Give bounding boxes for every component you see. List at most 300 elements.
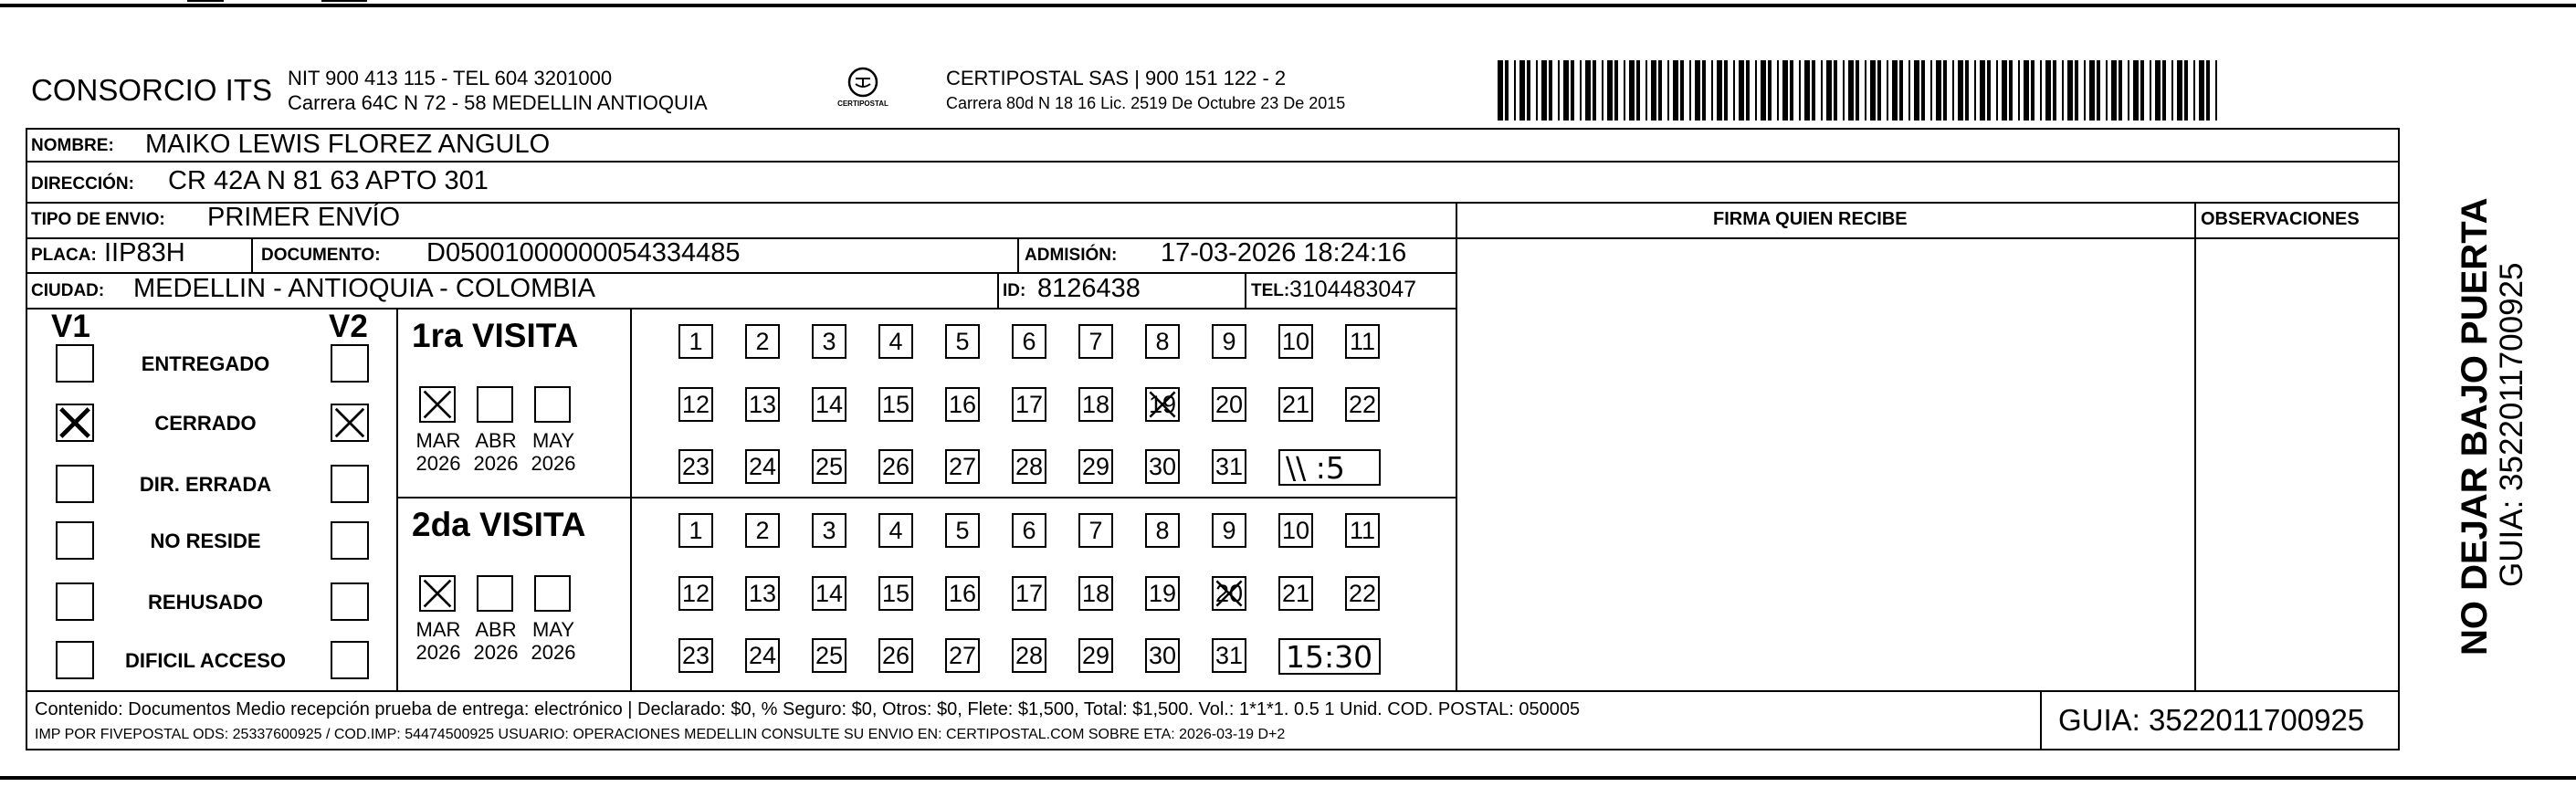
v2-checkbox[interactable] (331, 404, 369, 442)
day-box[interactable] (812, 449, 846, 484)
barcode-bar (2031, 60, 2035, 121)
barcode-bar (1514, 60, 1516, 121)
row-line (26, 161, 2400, 163)
day-number: 23 (681, 452, 710, 480)
month-checkbox[interactable] (534, 575, 571, 612)
barcode-bar (1629, 60, 1635, 121)
cell-divider (1245, 272, 1246, 308)
month-checkbox[interactable] (477, 575, 513, 612)
bottom-border (0, 776, 2576, 780)
day-box[interactable] (1278, 576, 1313, 611)
day-box[interactable] (1345, 324, 1380, 359)
guia-vertical: GUIA: 3522011700925 (2494, 262, 2529, 587)
day-box[interactable] (945, 449, 980, 484)
day-number: 4 (888, 516, 903, 544)
time-handwritten: \\ :5 (1286, 450, 1345, 486)
status-label: DIR. ERRADA (139, 473, 272, 496)
day-box[interactable] (745, 387, 780, 422)
v1-checkbox[interactable] (56, 582, 94, 621)
barcode-bar (1585, 60, 1591, 121)
tipo-envio-label: TIPO DE ENVIO: (31, 210, 165, 229)
v1-checkbox[interactable] (56, 521, 94, 560)
day-box[interactable] (745, 324, 780, 359)
barcode-bar (2075, 60, 2078, 121)
time-box[interactable] (1278, 638, 1381, 675)
day-box[interactable] (745, 576, 780, 611)
day-number: 13 (748, 390, 777, 418)
day-number: 27 (948, 641, 977, 669)
day-number: 14 (815, 390, 844, 418)
day-box[interactable] (1012, 513, 1046, 548)
day-number: 7 (1088, 516, 1103, 544)
month-checkbox[interactable] (419, 575, 456, 612)
firma-divider (1456, 202, 1457, 690)
day-number: 17 (1015, 579, 1044, 607)
barcode-bar (1987, 60, 1991, 121)
day-number: 26 (881, 641, 910, 669)
day-number: 4 (888, 327, 903, 355)
certipostal-logo (831, 64, 895, 114)
v2-label: V2 (329, 309, 368, 344)
year-label: 2026 (531, 641, 576, 664)
barcode-bar (1914, 60, 1919, 121)
observaciones-header: OBSERVACIONES (2201, 209, 2360, 229)
barcode-bar (1651, 60, 1656, 121)
footer-imp: IMP POR FIVEPOSTAL ODS: 25337600925 / COD.IMP: 54474500925 USUARIO: OPERACIONES MEDELLIN CONSULTE SU ENVIO EN: CERTIPOSTAL.COM SOBRE ETA: 2026-03-19 D+2 (35, 727, 1286, 742)
day-box[interactable] (945, 387, 980, 422)
barcode-bar (2119, 60, 2122, 121)
day-box[interactable] (678, 638, 713, 673)
day-number: 16 (948, 390, 977, 418)
barcode-bar (1804, 60, 1810, 121)
day-number: 5 (955, 327, 970, 355)
tel-label: TEL: (1251, 281, 1290, 300)
tipo-envio-value: PRIMER ENVÍO (207, 203, 401, 232)
id-value: 8126438 (1037, 274, 1141, 303)
x-mark-icon (332, 405, 367, 440)
day-number: 30 (1148, 641, 1177, 669)
day-number: 9 (1222, 327, 1236, 355)
day-box[interactable] (1212, 638, 1246, 673)
year-label: 2026 (473, 641, 519, 664)
barcode-bar (1761, 60, 1766, 121)
month-label: ABR (475, 429, 517, 452)
day-number: 8 (1155, 516, 1170, 544)
day-box[interactable] (1012, 387, 1046, 422)
day-box[interactable] (1345, 576, 1380, 611)
day-box[interactable] (1145, 449, 1180, 484)
v2-checkbox[interactable] (331, 641, 369, 679)
day-number: 19 (1148, 579, 1177, 607)
day-box[interactable] (812, 324, 846, 359)
day-box[interactable] (1212, 387, 1246, 422)
barcode-bar (1607, 60, 1613, 121)
year-label: 2026 (415, 452, 461, 475)
day-number: 3 (822, 327, 836, 355)
day-number: 24 (748, 641, 777, 669)
visit-title: 2da VISITA (412, 506, 586, 543)
visit-title: 1ra VISITA (412, 317, 579, 354)
x-mark-icon (1147, 389, 1178, 420)
day-box[interactable] (678, 387, 713, 422)
scan-mark (321, 0, 367, 2)
day-box[interactable] (1212, 324, 1246, 359)
scan-mark (187, 0, 224, 2)
day-box[interactable] (1345, 387, 1380, 422)
day-box[interactable] (878, 324, 913, 359)
day-box[interactable] (1278, 324, 1313, 359)
barcode-bar (1899, 60, 1903, 121)
barcode-bar (1733, 60, 1735, 121)
barcode-bar (1834, 60, 1837, 121)
barcode-bar (2155, 60, 2161, 121)
day-box[interactable] (878, 387, 913, 422)
barcode-bar (1856, 60, 1859, 121)
time-handwritten: 15:30 (1286, 639, 1373, 675)
barcode-bar (1549, 60, 1552, 121)
day-number: 14 (815, 579, 844, 607)
day-number: 21 (1281, 579, 1310, 607)
barcode-bar (1877, 60, 1881, 121)
day-box[interactable] (1012, 449, 1046, 484)
day-box[interactable] (812, 387, 846, 422)
barcode-bar (1782, 60, 1788, 121)
day-number: 26 (881, 452, 910, 480)
day-box[interactable] (1078, 513, 1113, 548)
admision-label: ADMISIÓN: (1025, 246, 1118, 265)
day-number: 20 (1214, 390, 1244, 418)
barcode-bar (2140, 60, 2144, 121)
v1-checkbox[interactable] (56, 404, 94, 442)
day-box[interactable] (945, 576, 980, 611)
x-mark-icon (421, 577, 454, 610)
barcode-bar (2162, 60, 2166, 121)
day-box[interactable] (1145, 638, 1180, 673)
day-box[interactable] (1012, 576, 1046, 611)
day-number: 12 (681, 390, 710, 418)
v1-checkbox[interactable] (56, 465, 94, 503)
barcode-bar (1870, 60, 1876, 121)
row-line (26, 308, 1456, 310)
barcode-bar (1541, 60, 1547, 121)
day-box[interactable] (878, 449, 913, 484)
day-number: 30 (1148, 452, 1177, 480)
status-label: REHUSADO (148, 591, 263, 614)
x-mark-icon (421, 388, 454, 421)
v2-checkbox[interactable] (331, 582, 369, 621)
day-box[interactable] (1078, 324, 1113, 359)
barcode-bar (2009, 60, 2013, 121)
day-box[interactable] (1078, 576, 1113, 611)
barcode-bar (1980, 60, 1985, 121)
day-number: 24 (748, 452, 777, 480)
day-box[interactable] (1212, 576, 1246, 611)
placa-value: IIP83H (104, 238, 185, 268)
day-box[interactable] (1012, 638, 1046, 673)
day-box[interactable] (678, 449, 713, 484)
day-number: 9 (1222, 516, 1236, 544)
barcode-bar (1505, 60, 1509, 121)
nombre-value: MAIKO LEWIS FLOREZ ANGULO (145, 130, 551, 159)
day-number: 12 (681, 579, 710, 607)
time-box[interactable] (1278, 449, 1381, 486)
x-mark-icon (58, 405, 92, 440)
barcode-bar (1974, 60, 1976, 121)
admision-value: 17-03-2026 18:24:16 (1161, 238, 1407, 268)
tel-value: 3104483047 (1289, 277, 1417, 302)
barcode-bar (2040, 60, 2042, 121)
barcode-bar (2128, 60, 2129, 121)
day-box[interactable] (878, 638, 913, 673)
day-box[interactable] (1145, 387, 1180, 422)
barcode-bar (1527, 60, 1530, 121)
month-label: MAR (415, 618, 461, 641)
day-box[interactable] (1078, 449, 1113, 484)
barcode-bar (1673, 60, 1678, 121)
day-number: 20 (1214, 579, 1244, 607)
barcode-bar (1602, 60, 1603, 121)
day-number: 16 (948, 579, 977, 607)
day-number: 22 (1348, 579, 1377, 607)
carrier-name: CERTIPOSTAL SAS | 900 151 122 - 2 (946, 67, 1287, 89)
status-label: ENTREGADO (141, 352, 270, 375)
barcode-bar (1958, 60, 1963, 121)
barcode-bar (1746, 60, 1750, 121)
cell-divider (251, 237, 253, 272)
barcode-bar (1965, 60, 1969, 121)
day-number: 5 (955, 516, 970, 544)
day-box[interactable] (945, 638, 980, 673)
day-box[interactable] (745, 513, 780, 548)
day-number: 23 (681, 641, 710, 669)
day-box[interactable] (878, 576, 913, 611)
day-number: 22 (1348, 390, 1377, 418)
day-number: 15 (881, 390, 910, 418)
day-box[interactable] (1145, 324, 1180, 359)
obs-divider (2194, 202, 2196, 690)
barcode-bar (1892, 60, 1898, 121)
barcode-bar (1667, 60, 1669, 121)
documento-value: D05001000000054334485 (426, 238, 741, 268)
day-number: 13 (748, 579, 777, 607)
year-label: 2026 (415, 641, 461, 664)
ciudad-value: MEDELLIN - ANTIOQUIA - COLOMBIA (133, 274, 595, 303)
month-label: MAY (531, 618, 575, 641)
day-box[interactable] (1145, 513, 1180, 548)
day-box[interactable] (678, 576, 713, 611)
right-header-line (1456, 237, 2400, 239)
barcode-bar (1921, 60, 1925, 121)
day-box[interactable] (1278, 387, 1313, 422)
month-checkbox[interactable] (419, 386, 456, 423)
id-label: ID: (1003, 281, 1026, 300)
barcode-bar (1768, 60, 1772, 121)
barcode-bar (1624, 60, 1625, 121)
documento-label: DOCUMENTO: (261, 246, 381, 265)
day-number: 1 (689, 516, 703, 544)
barcode-bar (1843, 60, 1845, 121)
barcode-bar (1571, 60, 1574, 121)
nombre-label: NOMBRE: (31, 136, 114, 155)
cell-divider (1017, 237, 1019, 272)
barcode-bar (2184, 60, 2188, 121)
barcode-bar (1943, 60, 1947, 121)
day-number: 6 (1022, 516, 1036, 544)
day-number: 21 (1281, 390, 1310, 418)
barcode-bar (2111, 60, 2117, 121)
visit-split-line (396, 497, 1456, 498)
day-box[interactable] (945, 324, 980, 359)
company-address: Carrera 64C N 72 - 58 MEDELLIN ANTIOQUIA (288, 91, 708, 114)
warning-vertical: NO DEJAR BAJO PUERTA (2455, 197, 2495, 656)
barcode-bar (1848, 60, 1854, 121)
day-number: 10 (1281, 327, 1310, 355)
barcode-bar (1777, 60, 1779, 121)
barcode-bar (2024, 60, 2029, 121)
barcode-bar (1996, 60, 1998, 121)
barcode-bar (2084, 60, 2086, 121)
barcode-bar (2106, 60, 2108, 121)
barcode-bar (1865, 60, 1866, 121)
day-box[interactable] (1145, 576, 1180, 611)
barcode-bar (2199, 60, 2204, 121)
day-box[interactable] (812, 513, 846, 548)
barcode-bar (1658, 60, 1662, 121)
ciudad-label: CIUDAD: (31, 281, 105, 300)
v2-checkbox[interactable] (331, 344, 369, 383)
barcode-bar (1799, 60, 1801, 121)
x-mark-icon (1214, 578, 1245, 609)
day-number: 3 (822, 516, 836, 544)
barcode-bar (2215, 60, 2217, 121)
day-number: 17 (1015, 390, 1044, 418)
visits-divider (630, 308, 632, 690)
barcode-bar (1689, 60, 1691, 121)
firma-header: FIRMA QUIEN RECIBE (1713, 209, 1908, 229)
direccion-value: CR 42A N 81 63 APTO 301 (168, 166, 489, 195)
day-box[interactable] (678, 324, 713, 359)
barcode-bar (2133, 60, 2139, 121)
row-line (26, 690, 2400, 692)
barcode-bar (2053, 60, 2056, 121)
barcode-bar (2089, 60, 2095, 121)
day-number: 7 (1088, 327, 1103, 355)
barcode-bar (2171, 60, 2173, 121)
barcode-bar (2097, 60, 2100, 121)
barcode-bar (1614, 60, 1618, 121)
barcode-bar (1636, 60, 1640, 121)
day-number: 28 (1015, 452, 1044, 480)
day-number: 2 (755, 516, 770, 544)
day-number: 31 (1214, 641, 1244, 669)
carrier-address: Carrera 80d N 18 16 Lic. 2519 De Octubre 23 De 2015 (946, 94, 1346, 112)
footer-contenido: Contenido: Documentos Medio recepción prueba de entrega: electrónico | Declarado: $0, % Seguro: $0, Otros: $0, Flete: $1,500, Total: $1,500. Vol.: 1*1*1. 0.5 1 Unid. COD. POSTAL: 050005 (35, 699, 1581, 719)
day-number: 8 (1155, 327, 1170, 355)
day-box[interactable] (1212, 513, 1246, 548)
barcode-bar (1936, 60, 1941, 121)
barcode-bar (2067, 60, 2073, 121)
barcode-bar (1821, 60, 1823, 121)
barcode-bar (1536, 60, 1538, 121)
barcode-bar (1558, 60, 1560, 121)
v1-checkbox[interactable] (56, 641, 94, 679)
month-label: MAY (531, 429, 575, 452)
barcode-bar (1790, 60, 1793, 121)
direccion-label: DIRECCIÓN: (31, 174, 134, 194)
barcode-bar (1724, 60, 1728, 121)
day-number: 29 (1081, 452, 1110, 480)
day-number: 1 (689, 327, 703, 355)
day-number: 19 (1148, 390, 1177, 418)
barcode-bar (1826, 60, 1832, 121)
day-number: 6 (1022, 327, 1036, 355)
day-box[interactable] (1078, 387, 1113, 422)
status-label: CERRADO (154, 412, 257, 435)
barcode-bar (1908, 60, 1910, 121)
day-box[interactable] (745, 638, 780, 673)
month-label: ABR (475, 618, 517, 641)
v1-label: V1 (51, 309, 90, 344)
barcode-bar (2177, 60, 2182, 121)
barcode-bar (1563, 60, 1569, 121)
barcode-bar (1498, 60, 1503, 121)
day-box[interactable] (745, 449, 780, 484)
day-number: 31 (1214, 452, 1244, 480)
barcode-bar (1711, 60, 1713, 121)
month-label: MAR (415, 429, 461, 452)
day-number: 25 (815, 641, 844, 669)
month-checkbox[interactable] (477, 386, 513, 423)
barcode-bar (2193, 60, 2195, 121)
barcode (1496, 60, 2222, 121)
barcode-bar (1680, 60, 1684, 121)
checklist-divider (396, 308, 398, 690)
day-number: 2 (755, 327, 770, 355)
barcode-bar (1593, 60, 1596, 121)
day-box[interactable] (1278, 513, 1313, 548)
barcode-bar (2018, 60, 2020, 121)
day-number: 29 (1081, 641, 1110, 669)
day-box[interactable] (1345, 513, 1380, 548)
day-number: 11 (1349, 516, 1376, 544)
month-checkbox[interactable] (534, 386, 571, 423)
top-border (0, 4, 2576, 7)
day-box[interactable] (1012, 324, 1046, 359)
barcode-bar (1930, 60, 1932, 121)
barcode-bar (2150, 60, 2151, 121)
v2-checkbox[interactable] (331, 521, 369, 560)
barcode-bar (1717, 60, 1722, 121)
day-box[interactable] (812, 576, 846, 611)
barcode-bar (1695, 60, 1700, 121)
barcode-bar (1519, 60, 1525, 121)
day-box[interactable] (812, 638, 846, 673)
v1-checkbox[interactable] (56, 344, 94, 383)
day-number: 18 (1081, 579, 1110, 607)
day-box[interactable] (1078, 638, 1113, 673)
footer-divider (2040, 690, 2042, 750)
day-box[interactable] (878, 513, 913, 548)
barcode-bar (1755, 60, 1757, 121)
v2-checkbox[interactable] (331, 465, 369, 503)
day-box[interactable] (678, 513, 713, 548)
day-box[interactable] (945, 513, 980, 548)
day-number: 15 (881, 579, 910, 607)
day-box[interactable] (1212, 449, 1246, 484)
day-number: 18 (1081, 390, 1110, 418)
company-name: CONSORCIO ITS (31, 73, 273, 107)
day-number: 25 (815, 452, 844, 480)
